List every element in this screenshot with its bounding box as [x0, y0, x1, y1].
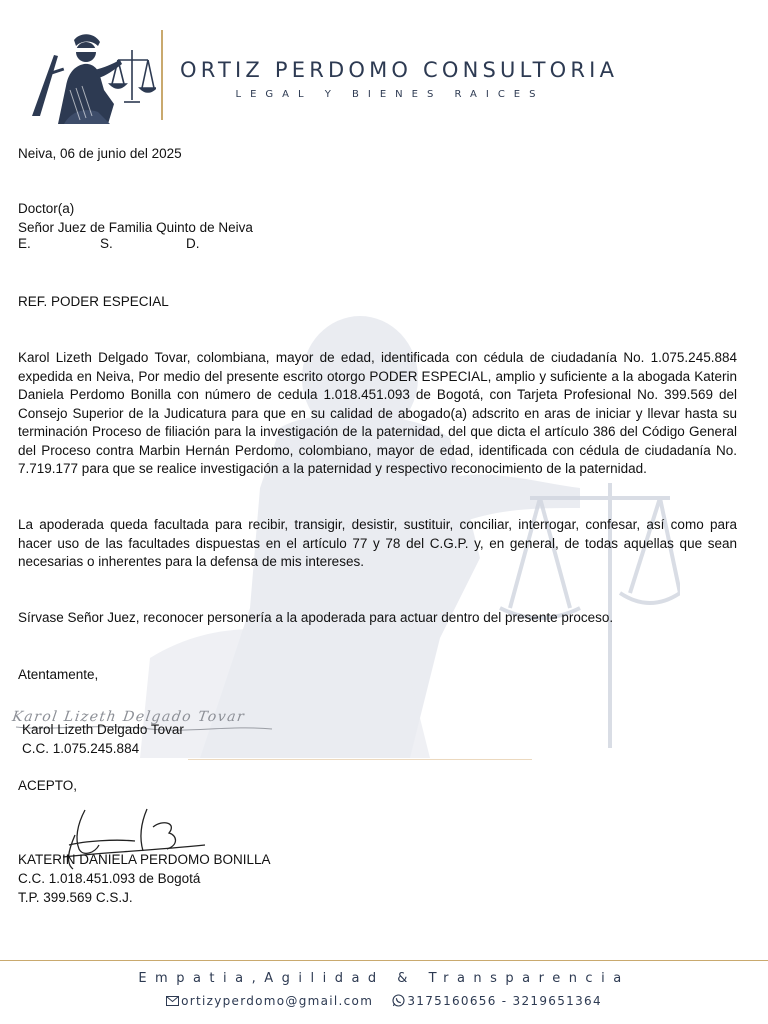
recipient-d: D.	[186, 236, 200, 251]
grantor-name: Karol Lizeth Delgado Tovar	[22, 722, 184, 737]
paragraph-2	[18, 516, 737, 572]
attorney-name: KATERIN DANIELA PERDOMO BONILLA	[18, 852, 271, 867]
svg-text:Karol Lizeth Delgado Tovar: Karol Lizeth Delgado Tovar	[11, 709, 247, 725]
firm-tagline: LEGAL Y BIENES RAICES	[235, 89, 545, 100]
signature-rule	[188, 759, 532, 760]
whatsapp-icon	[392, 994, 405, 1007]
paragraph-1-text: Karol Lizeth Delgado Tovar, colombiana, mayor de edad, identificada con cédula de ciudadanía No. 1.075.245.884 expedida en Neiva, Por medio del presente escrito otorgo PODER ESPECIAL, amplio y suficiente a la abogada Katerin Daniela Perdomo Bonilla con número de cedula 1.018.451.093 de Bogotá, con Tarjeta Profesional No. 399.569 del Consejo Superior de la Judicatura para que en su calidad de abogado(a) adscrito en aras de iniciar y llevar hasta su terminación Proceso de filiación para la investigación de la paternidad, del que dicta el artículo 386 del Código General del Proceso contra Marbin Hernán Perdomo, colombiano, mayor de edad, identificada con cédula de ciudadanía No. 7.719.177 para que se realice investigación a la paternidad y respectivo reconocimiento de la paternidad.	[18, 350, 737, 476]
paragraph-1	[18, 349, 737, 479]
lady-justice-icon	[28, 30, 156, 126]
place-date: Neiva, 06 de junio del 2025	[18, 146, 182, 161]
footer-phones	[392, 994, 602, 1008]
header-divider	[161, 30, 163, 120]
attorney-cc: C.C. 1.018.451.093 de Bogotá	[18, 871, 201, 886]
footer-slogan: Empatia,Agilidad & Transparencia	[138, 971, 630, 986]
attorney-tp: T.P. 399.569 C.S.J.	[18, 890, 133, 905]
footer-divider	[0, 960, 768, 961]
footer-phones-text: 3175160656 - 3219651364	[407, 994, 602, 1008]
firm-name: ORTIZ PERDOMO CONSULTORIA	[180, 58, 619, 82]
reference-line: REF. PODER ESPECIAL	[18, 294, 169, 309]
closing: Atentamente,	[18, 667, 99, 682]
recipient-esd	[18, 236, 258, 255]
paragraph-3-text: Sírvase Señor Juez, reconocer personería a la apoderada para actuar dentro del presente proceso.	[18, 610, 614, 625]
recipient-title: Doctor(a)	[18, 201, 75, 216]
footer-email[interactable]	[166, 994, 373, 1008]
recipient-name: Señor Juez de Familia Quinto de Neiva	[18, 220, 253, 235]
footer-email-text: ortizyperdomo@gmail.com	[181, 994, 374, 1008]
recipient-e: E.	[18, 236, 31, 251]
recipient-s: S.	[100, 236, 113, 251]
footer-contact	[0, 994, 768, 1008]
grantor-cc: C.C. 1.075.245.884	[22, 741, 140, 756]
envelope-icon	[166, 996, 179, 1007]
paragraph-3	[18, 609, 737, 628]
paragraph-2-text: La apoderada queda facultada para recibir, transigir, desistir, sustituir, conciliar, interrogar, confesar, así como para hacer uso de las facultades dispuestas en el artículo 77 y 78 del C.G.P. y, en general, de todas aquellas que sean necesarias o inherentes para la defensa de mis intereses.	[18, 517, 737, 569]
accept-label: ACEPTO,	[18, 778, 78, 793]
